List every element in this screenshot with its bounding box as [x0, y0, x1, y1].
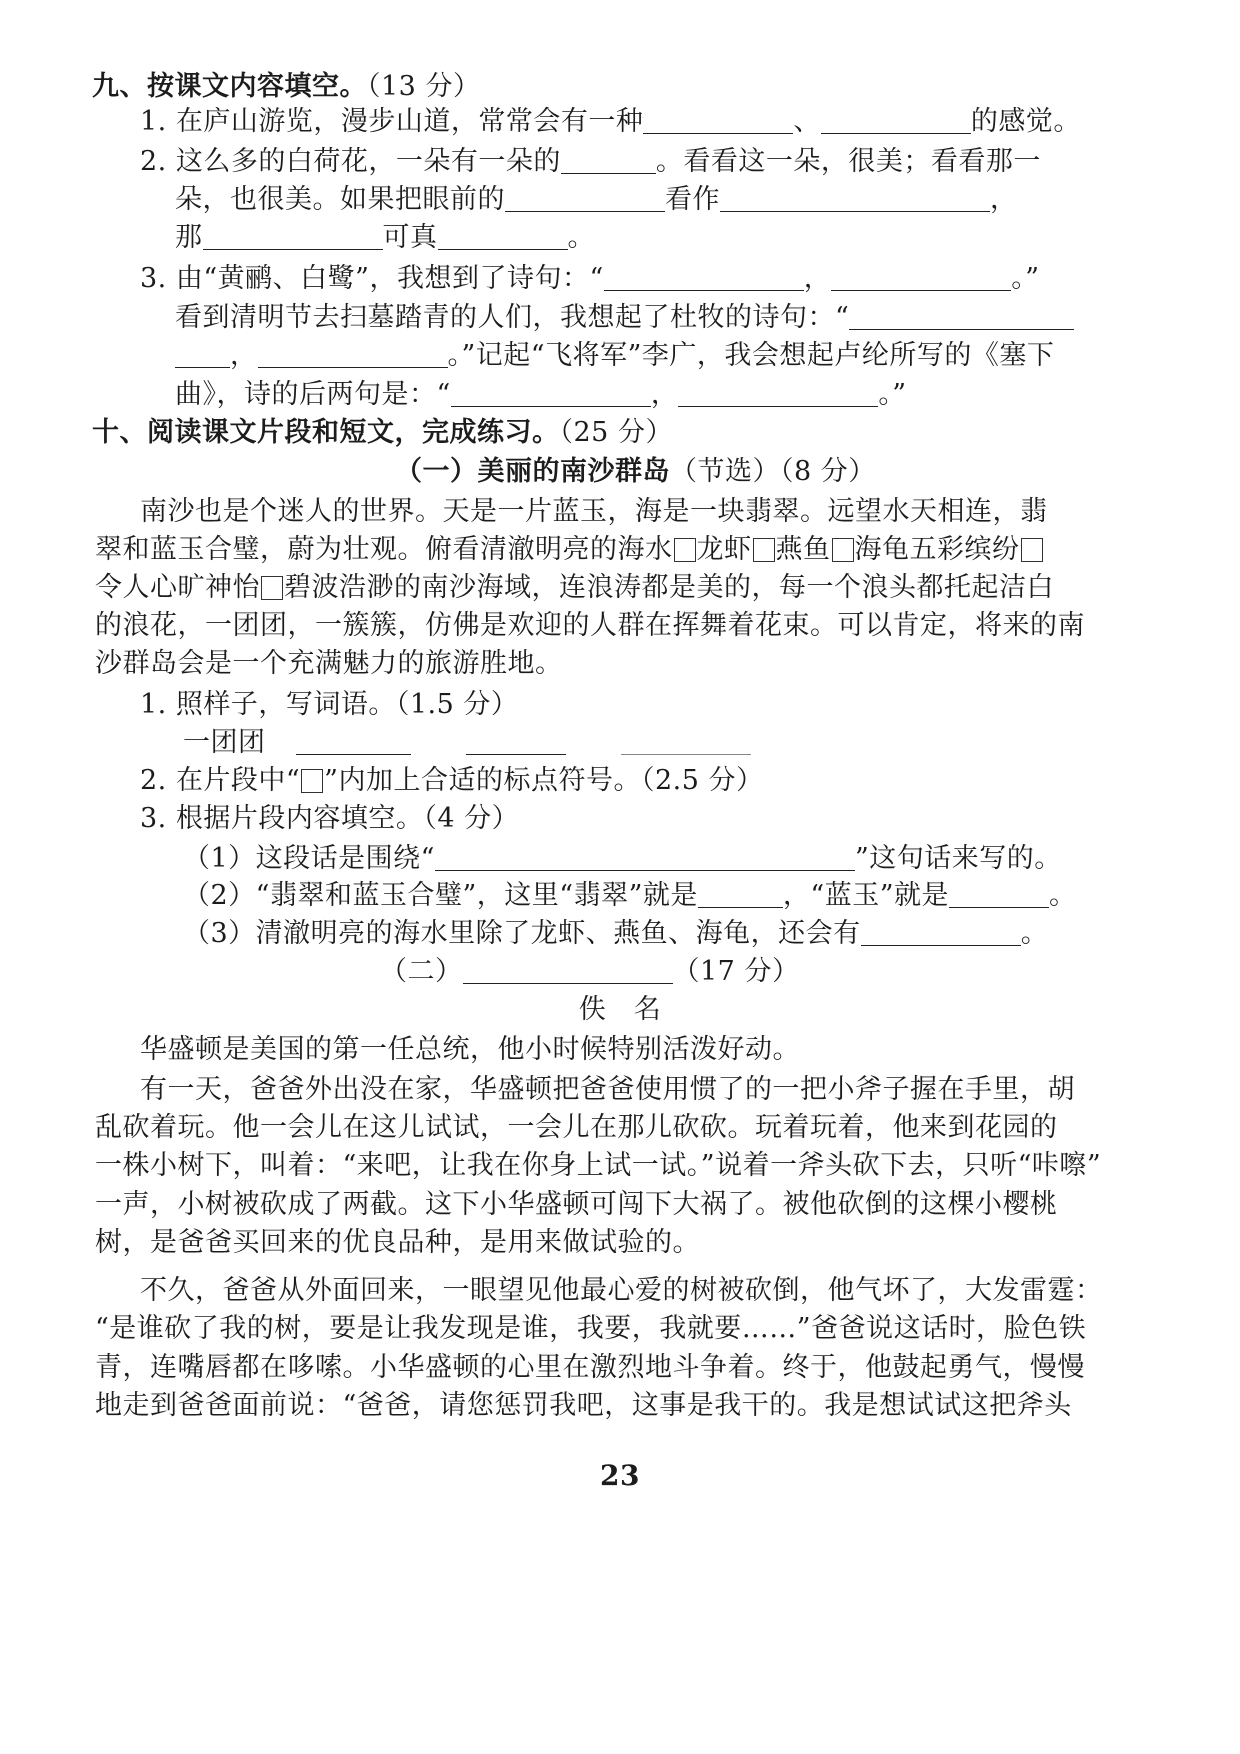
punctuation-box-sample: [301, 769, 323, 793]
p1-question-1: 1. 照样子，写词语。（1.5 分）: [140, 689, 519, 720]
s9-q2-text-3c: 。: [567, 222, 595, 253]
p1-q3-1-blank[interactable]: [435, 840, 855, 871]
s9-q2-line-2: [175, 181, 1018, 219]
s9-q3-blank-2[interactable]: [831, 260, 1011, 291]
passage-2-line-8: “是谁砍了我的树，要是让我发现是谁，我要，我就要……”爸爸说这话时，脸色铁: [95, 1313, 1087, 1344]
passage-2-line-10: 地走到爸爸面前说：“爸爸，请您惩罚我吧，这事是我干的。我是想试试这把斧头: [95, 1390, 1072, 1421]
s9-q3-blank-3[interactable]: [849, 299, 1074, 330]
p1-q3-3-text-b: 。: [1020, 918, 1049, 949]
passage-2-line-5: 一声，小树被砍成了两截。这下小华盛顿可闯下大祸了。被他砍倒的这棵小樱桃: [95, 1189, 1058, 1220]
passage-2-score: （17 分）: [672, 956, 800, 987]
s9-q3-text-1b: ，: [803, 263, 832, 294]
s9-q3-text-4c: 。”: [878, 379, 907, 410]
passage-1-line-4: 的浪花，一团团，一簇簇，仿佛是欢迎的人群在挥舞着花束。可以肯定，将来的南: [95, 610, 1085, 641]
p1-question-2: [140, 762, 763, 800]
section-10-heading: [92, 414, 673, 452]
p1-q3-1-text-a: （1）这段话是围绕“: [183, 843, 435, 874]
p1-q3-2-text-b: ，“蓝玉”就是: [782, 880, 949, 911]
s9-q2-text-3b: 可真: [382, 222, 438, 253]
s9-q3-text-4b: ，: [650, 379, 679, 410]
p1-question-3-2: [183, 877, 1077, 915]
passage-2-title-blank[interactable]: [463, 953, 673, 984]
punctuation-box-1[interactable]: [674, 538, 696, 562]
s9-q2-text-1b: 。看看这一朵，很美；看看那一: [655, 146, 1041, 177]
s9-q3-blank-6[interactable]: [451, 376, 651, 407]
passage-2-line-4: 一株小树下，叫着：“来吧，让我在你身上试一试。”说着一斧头砍下去，只听“咔嚓”: [95, 1150, 1102, 1181]
s9-q1-text-a: 1. 在庐山游览，漫步山道，常常会有一种: [140, 106, 644, 137]
s9-q3-line-1: [140, 260, 1040, 298]
s9-q2-line-1: [140, 143, 1041, 181]
p1-q1-blank-3[interactable]: [621, 724, 751, 755]
s9-q2-text-2c: ，: [990, 184, 1018, 215]
passage-2-line-1: 华盛顿是美国的第一任总统，他小时候特别活泼好动。: [140, 1034, 800, 1065]
s9-q3-text-1a: 3. 由“黄鹂、白鹭”，我想到了诗句：“: [140, 263, 604, 294]
p1-q2-text-a: 2. 在片段中“: [140, 765, 301, 796]
section-9-score: （13 分）: [367, 71, 481, 102]
passage-1-heading: [395, 453, 876, 491]
p1-q2-text-b: ”内加上合适的标点符号。（2.5 分）: [324, 765, 764, 796]
s9-q2-text-2a: 朵，也很美。如果把眼前的: [175, 184, 505, 215]
page-number: 23: [600, 1459, 640, 1492]
punctuation-box-2[interactable]: [753, 538, 775, 562]
s9-q2-blank-4[interactable]: [203, 219, 383, 250]
s9-q3-line-2: [175, 299, 1074, 337]
s9-q2-blank-3[interactable]: [720, 181, 990, 212]
s9-q1-sep: 、: [793, 106, 821, 137]
passage-2-line-3: 乱砍着玩。他一会儿在这儿试试，一会儿在那儿砍砍。玩着玩着，他来到花园的: [95, 1112, 1058, 1143]
p1-question-3-3: [183, 915, 1048, 953]
p1-q1-blank-1[interactable]: [296, 724, 411, 755]
passage-1-line-2: [95, 531, 1044, 569]
passage-2-line-7: 不久，爸爸从外面回来，一眼望见他最心爱的树被砍倒，他气坏了，大发雷霆：: [140, 1275, 1103, 1306]
punctuation-box-4[interactable]: [1021, 538, 1043, 562]
p1-question-3-1: [183, 840, 1062, 878]
p1-question-3: 3. 根据片段内容填空。（4 分）: [140, 803, 520, 834]
p1-q1-blank-2[interactable]: [466, 724, 566, 755]
s9-q3-text-1c: 。”: [1011, 263, 1040, 294]
s9-q2-line-3: [175, 219, 595, 257]
passage-2-line-2: 有一天，爸爸外出没在家，华盛顿把爸爸使用惯了的一把小斧子握在手里，胡: [140, 1074, 1075, 1105]
s9-q1-blank-2[interactable]: [821, 103, 971, 134]
p1-line-2-a: 翠和蓝玉合璧，蔚为壮观。俯看清澈明亮的海水: [95, 534, 673, 565]
s9-q3-text-3a: ，: [230, 340, 258, 371]
s9-q3-text-3b: 。”记起“飞将军”李广，我会想起卢纶所写的《塞下: [447, 340, 1055, 371]
passage-2-line-9: 青，连嘴唇都在哆嗦。小华盛顿的心里在激烈地斗争着。终于，他鼓起勇气，慢慢: [95, 1352, 1085, 1383]
punctuation-box-5[interactable]: [261, 576, 283, 600]
s9-q3-line-4: [175, 376, 907, 414]
s9-q1: [140, 103, 1081, 141]
passage-2-author: 佚 名: [578, 994, 662, 1025]
p1-q3-1-text-b: ”这句话来写的。: [854, 843, 1062, 874]
section-10-score: （25 分）: [559, 417, 673, 448]
passage-1-line-5: 沙群岛会是一个充满魅力的旅游胜地。: [95, 648, 563, 679]
p1-line-2-c: 燕鱼: [775, 534, 831, 565]
s9-q3-line-3: [175, 337, 1054, 375]
s9-q2-blank-1[interactable]: [561, 143, 656, 174]
s9-q3-blank-1[interactable]: [604, 260, 804, 291]
s9-q2-blank-5[interactable]: [438, 219, 568, 250]
s9-q3-text-2: 看到清明节去扫墓踏青的人们，我想起了杜牧的诗句：“: [175, 302, 850, 333]
punctuation-box-3[interactable]: [832, 538, 854, 562]
s9-q1-text-b: 的感觉。: [970, 106, 1081, 137]
passage-1-line-1: 南沙也是个迷人的世界。天是一片蓝玉，海是一块翡翠。远望水天相连，翡: [140, 496, 1048, 527]
p1-line-3-b: 碧波浩渺的南沙海域，连浪涛都是美的，每一个浪头都托起洁白: [284, 572, 1054, 603]
passage-1-score: （8 分）: [780, 456, 876, 487]
p1-question-1-answers: [183, 724, 751, 762]
passage-2-heading: [380, 953, 799, 991]
s9-q2-blank-2[interactable]: [505, 181, 665, 212]
s9-q3-blank-4[interactable]: [175, 337, 230, 368]
p1-q3-3-text-a: （3）清澈明亮的海水里除了龙虾、燕鱼、海龟，还会有: [183, 918, 861, 949]
s9-q2-text-3a: 那: [175, 222, 203, 253]
p1-q3-2-blank-1[interactable]: [698, 877, 783, 908]
p1-q3-2-blank-2[interactable]: [949, 877, 1049, 908]
s9-q1-blank-1[interactable]: [643, 103, 793, 134]
s9-q3-blank-7[interactable]: [678, 376, 878, 407]
section-9-title: 九、按课文内容填空。: [92, 71, 367, 102]
s9-q2-text-2b: 看作: [665, 184, 720, 215]
passage-1-line-3: [95, 569, 1054, 607]
s9-q2-text-1a: 2. 这么多的白荷花，一朵有一朵的: [140, 146, 561, 177]
p1-line-3-a: 令人心旷神怡: [95, 572, 260, 603]
passage-2-label: （二）: [380, 956, 463, 987]
s9-q3-text-4a: 曲》，诗的后两句是：“: [175, 379, 451, 410]
p1-q3-2-text-c: 。: [1049, 880, 1077, 911]
s9-q3-blank-5[interactable]: [258, 337, 448, 368]
passage-1-title: （一）美丽的南沙群岛: [395, 456, 670, 487]
section-10-title: 十、阅读课文片段和短文，完成练习。: [92, 417, 560, 448]
p1-q3-3-blank[interactable]: [861, 915, 1021, 946]
p1-q3-2-text-a: （2）“翡翠和蓝玉合璧”，这里“翡翠”就是: [183, 880, 698, 911]
passage-2-line-6: 树，是爸爸买回来的优良品种，是用来做试验的。: [95, 1227, 700, 1258]
passage-1-note: （节选）: [670, 456, 780, 487]
p1-line-2-d: 海龟五彩缤纷: [854, 534, 1020, 565]
section-9-heading: [92, 68, 480, 106]
p1-q1-example: 一团团: [183, 727, 266, 758]
p1-line-2-b: 龙虾: [696, 534, 752, 565]
